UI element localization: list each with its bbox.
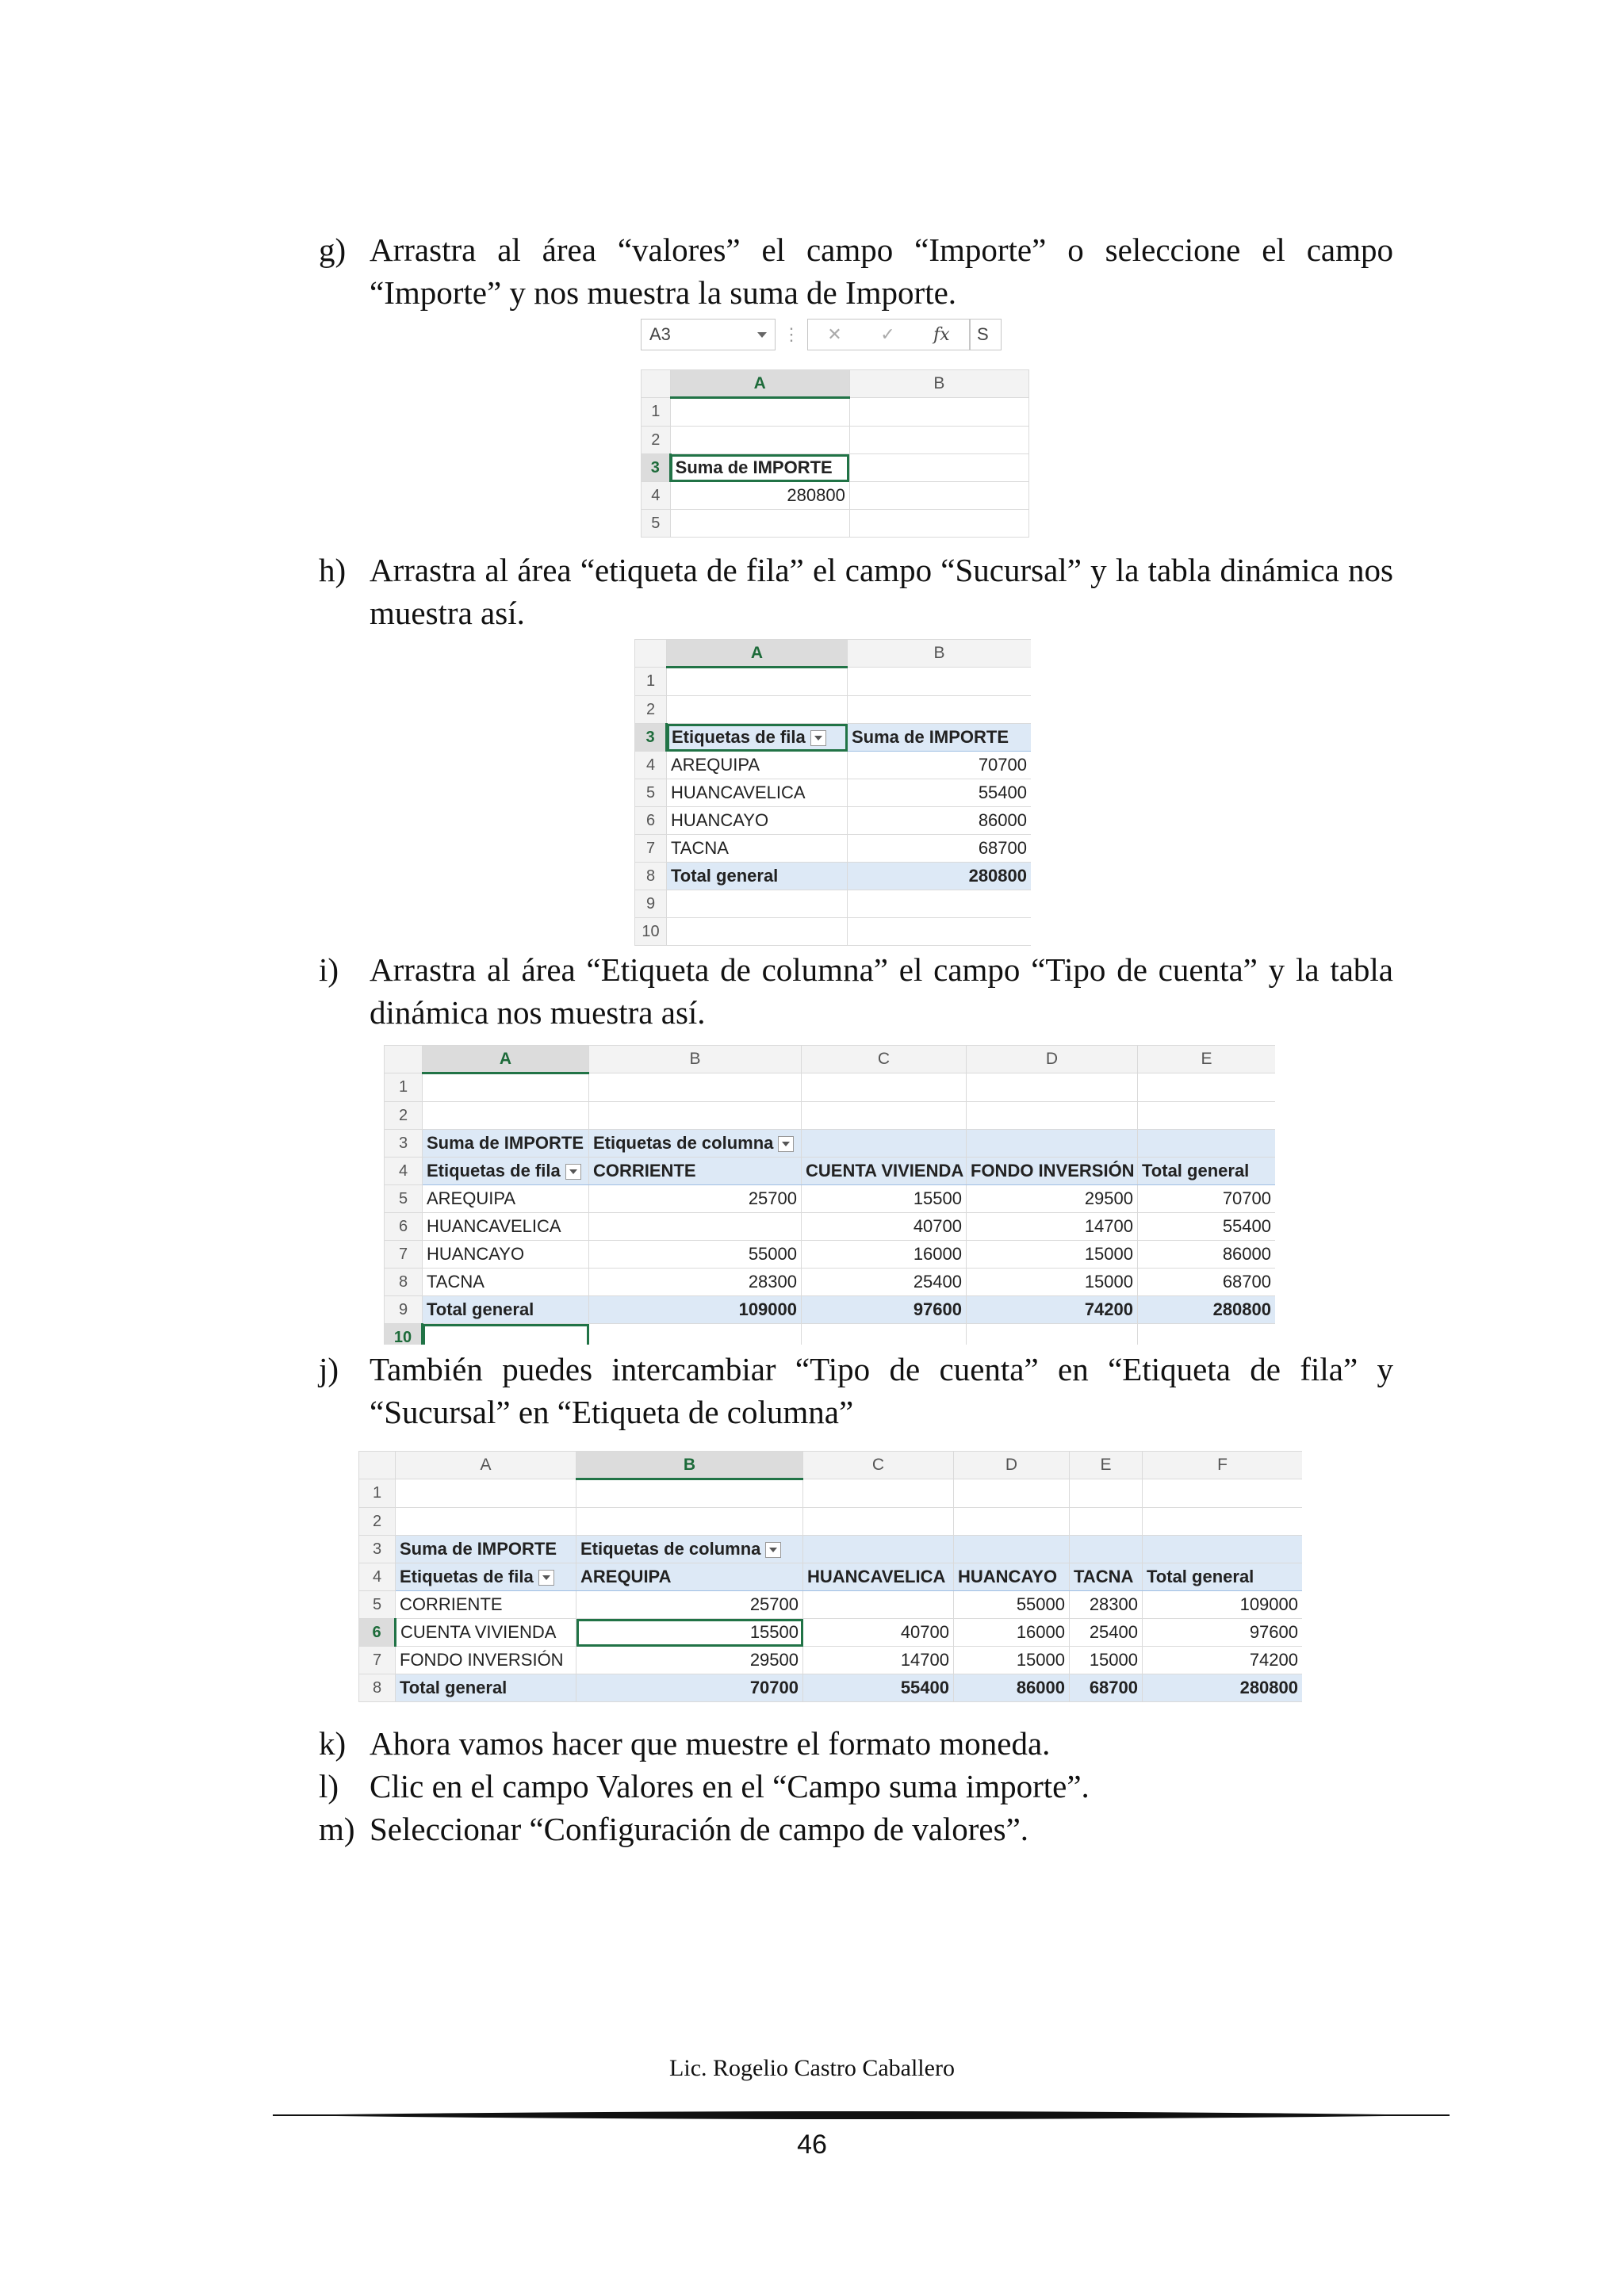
table-row: 8 TACNA 28300 25400 15000 68700 [385,1269,1276,1296]
grand-total-label: Total general [423,1296,589,1324]
table-row: 8 Total general 70700 55400 86000 68700 280800 [359,1674,1303,1702]
filter-dropdown-icon [565,1164,581,1180]
step-label: m) [319,1811,355,1847]
table-row: 2 [635,696,1032,724]
step-text: Arrastra al área “etiqueta de fila” el campo “Sucursal” y la tabla dinámica nos muestra así. [370,552,1393,631]
column-labels-header: Etiquetas de columna [576,1536,803,1563]
pivot-value-label: Suma de IMPORTE [670,454,849,482]
table-row: 2 [385,1102,1276,1130]
step-text: También puedes intercambiar “Tipo de cuenta” en “Etiqueta de fila” y “Sucursal” en “Etiqueta de columna” [370,1351,1393,1430]
spreadsheet-screenshot-1 [641,317,1029,538]
table-row: 3 Suma de IMPORTE Etiquetas de columna [359,1536,1303,1563]
column-header: D [954,1452,1070,1479]
row-labels-header: Etiquetas de fila [396,1563,576,1591]
step-m [319,1808,1393,1850]
filter-dropdown-icon [778,1136,794,1152]
table-row: 7 TACNA 68700 [635,835,1032,863]
formula-buttons [807,319,970,350]
footer-author: Lic. Rogelio Castro Caballero [669,2055,955,2081]
step-text: Seleccionar “Configuración de campo de valores”. [370,1811,1029,1847]
table-row: 10 [635,918,1032,946]
step-text: Arrastra al área “valores” el campo “Importe” o seleccione el campo “Importe” y nos muestra la suma de Importe. [370,232,1393,311]
column-header: A [667,640,848,668]
step-g [319,228,1393,314]
step-label: i) [319,951,339,988]
step-label: j) [319,1351,339,1387]
table-row: 3 Etiquetas de fila Suma de IMPORTE [635,724,1032,752]
filter-dropdown-icon [538,1570,554,1586]
column-header: B [848,640,1032,668]
page-number: 46 [797,2130,827,2160]
values-header: Suma de IMPORTE [848,724,1032,752]
chevron-down-icon [757,332,767,338]
grand-total-label: Total general [396,1674,576,1702]
table-row: 6 HUANCAVELICA 40700 14700 55400 [385,1213,1276,1241]
spreadsheet-screenshot-2 [634,639,1031,947]
column-header: E [1138,1046,1276,1073]
column-header-row [385,1046,1276,1073]
grand-total-label: Total general [667,863,848,890]
column-header: E [1070,1452,1143,1479]
table-row: 2 [359,1508,1303,1536]
table-row: 5 [642,510,1029,538]
sheet-grid [641,369,1029,538]
table-row: 1 [385,1073,1276,1102]
step-text: Clic en el campo Valores en el “Campo suma importe”. [370,1768,1090,1804]
step-label: g) [319,232,347,268]
table-row: 2 [642,427,1029,454]
function-icon: fx [933,324,950,345]
step-k [319,1722,1393,1765]
sheet-grid [634,639,1031,946]
column-header: B [589,1046,802,1073]
column-header: C [803,1452,954,1479]
select-all-corner [642,370,671,398]
row-labels-header: Etiquetas de fila [667,724,848,752]
column-header-row [642,370,1029,398]
formula-bar [641,317,1029,352]
table-row: 8 Total general 280800 [635,863,1032,890]
footer-rule [273,2109,1450,2122]
table-row: 5 CORRIENTE 25700 55000 28300 109000 [359,1591,1303,1619]
step-label: h) [319,552,347,588]
spreadsheet-screenshot-4 [358,1451,1302,1720]
name-box: A3 [641,319,776,350]
table-row: 5 HUANCAVELICA 55400 [635,779,1032,807]
column-header: A [396,1452,576,1479]
table-row: 4 Etiquetas de fila AREQUIPA HUANCAVELICA HUANCAYO TACNA Total general [359,1563,1303,1591]
active-cell [423,1324,589,1345]
column-header-row [359,1452,1303,1479]
formula-input: S [970,319,1002,350]
table-row: 9 Total general 109000 97600 74200 280800 [385,1296,1276,1324]
column-header: B [576,1452,803,1479]
grand-total-value: 280800 [1143,1674,1303,1702]
sheet-grid [358,1451,1302,1702]
more-icon: ⋮ [783,324,800,344]
column-header: A [423,1046,589,1073]
step-j [319,1348,1393,1433]
step-label: l) [319,1768,339,1804]
column-header: D [967,1046,1138,1073]
table-row: 6 CUENTA VIVIENDA 15500 40700 16000 25400 97600 [359,1619,1303,1647]
filter-dropdown-icon [765,1542,781,1558]
check-icon: ✓ [880,324,895,344]
table-row: 1 [642,398,1029,427]
table-row: 6 HUANCAYO 86000 [635,807,1032,835]
table-row: 4 AREQUIPA 70700 [635,752,1032,779]
grand-total-value: 280800 [1138,1296,1276,1324]
step-l [319,1765,1393,1808]
table-row: 1 [359,1479,1303,1508]
step-i [319,948,1393,1034]
pivot-total-value: 280800 [670,482,849,510]
column-header: B [849,370,1028,398]
table-row: 7 FONDO INVERSIÓN 29500 14700 15000 15000 74200 [359,1647,1303,1674]
active-cell: 15500 [576,1619,803,1647]
table-row: 9 [635,890,1032,918]
spreadsheet-screenshot-3 [384,1045,1275,1345]
step-h [319,549,1393,634]
column-header-row [635,640,1032,668]
grand-total-value: 280800 [848,863,1032,890]
column-header: F [1143,1452,1303,1479]
table-row: 3 Suma de IMPORTE Etiquetas de columna [385,1130,1276,1158]
step-text: Ahora vamos hacer que muestre el formato moneda. [370,1725,1051,1762]
step-text: Arrastra al área “Etiqueta de columna” el campo “Tipo de cuenta” y la tabla dinámica nos muestra así. [370,951,1393,1031]
row-labels-header: Etiquetas de fila [423,1158,589,1185]
column-header: A [670,370,849,398]
table-row: 4 280800 [642,482,1029,510]
table-row: 3 Suma de IMPORTE [642,454,1029,482]
step-label: k) [319,1725,347,1762]
column-header: C [802,1046,967,1073]
sheet-grid [384,1045,1275,1345]
table-row: 4 Etiquetas de fila CORRIENTE CUENTA VIVIENDA FONDO INVERSIÓN Total general [385,1158,1276,1185]
column-labels-header: Etiquetas de columna [589,1130,802,1158]
table-row: 7 HUANCAYO 55000 16000 15000 86000 [385,1241,1276,1269]
table-row: 1 [635,668,1032,696]
cancel-icon: ✕ [827,324,842,344]
table-row: 10 [385,1324,1276,1345]
filter-dropdown-icon [810,730,826,746]
table-row: 5 AREQUIPA 25700 15500 29500 70700 [385,1185,1276,1213]
